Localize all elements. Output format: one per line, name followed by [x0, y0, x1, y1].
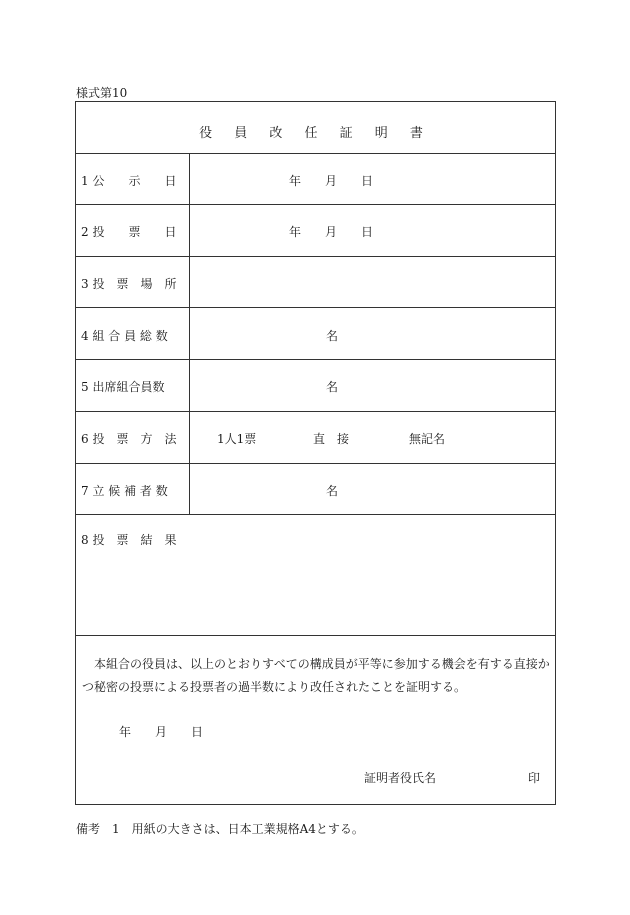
divider	[76, 463, 555, 464]
row-label-attending-members: 5 出席組合員数	[81, 380, 165, 394]
divider	[76, 307, 555, 308]
column-divider	[189, 153, 190, 514]
signer-label: 証明者役氏名	[364, 771, 437, 785]
row-label-voting-place: 3 投 票 場 所	[81, 277, 177, 291]
row-label-total-members: 4 組 合 員 総 数	[81, 329, 168, 343]
voting-method-option: 無記名	[409, 432, 446, 446]
certification-date: 年 月 日	[119, 725, 204, 739]
certification-text: 本組合の役員は、以上のとおりすべての構成員が平等に参加する機会を有する直接かつ秘密の投票による投票者の過半数により改任されたことを証明する。	[82, 657, 550, 694]
form-title: 役 員 改 任 証 明 書	[199, 126, 432, 141]
divider	[76, 153, 555, 154]
seal-mark: 印	[528, 771, 541, 785]
row-label-candidates: 7 立 候 補 者 数	[81, 484, 168, 498]
form-code: 様式第10	[76, 86, 128, 100]
value-attending-members: 名	[326, 380, 339, 394]
value-total-members: 名	[326, 329, 339, 343]
row-label-announcement-date: 1 公 示 日	[81, 174, 177, 188]
value-voting-date: 年 月 日	[289, 225, 374, 239]
value-candidates: 名	[326, 484, 339, 498]
row-label-voting-method: 6 投 票 方 法	[81, 432, 177, 446]
divider	[76, 514, 555, 515]
row-label-voting-date: 2 投 票 日	[81, 225, 177, 239]
divider	[76, 635, 555, 636]
divider	[76, 256, 555, 257]
footnote: 備考 1 用紙の大きさは、日本工業規格A4とする。	[76, 822, 364, 836]
value-announcement-date: 年 月 日	[289, 174, 374, 188]
divider	[76, 204, 555, 205]
voting-method-option: 直 接	[313, 432, 350, 446]
divider	[76, 411, 555, 412]
row-label-voting-results: 8 投 票 結 果	[81, 533, 177, 547]
voting-method-option: 1人1票	[217, 432, 257, 446]
divider	[76, 359, 555, 360]
form-table	[75, 101, 556, 805]
